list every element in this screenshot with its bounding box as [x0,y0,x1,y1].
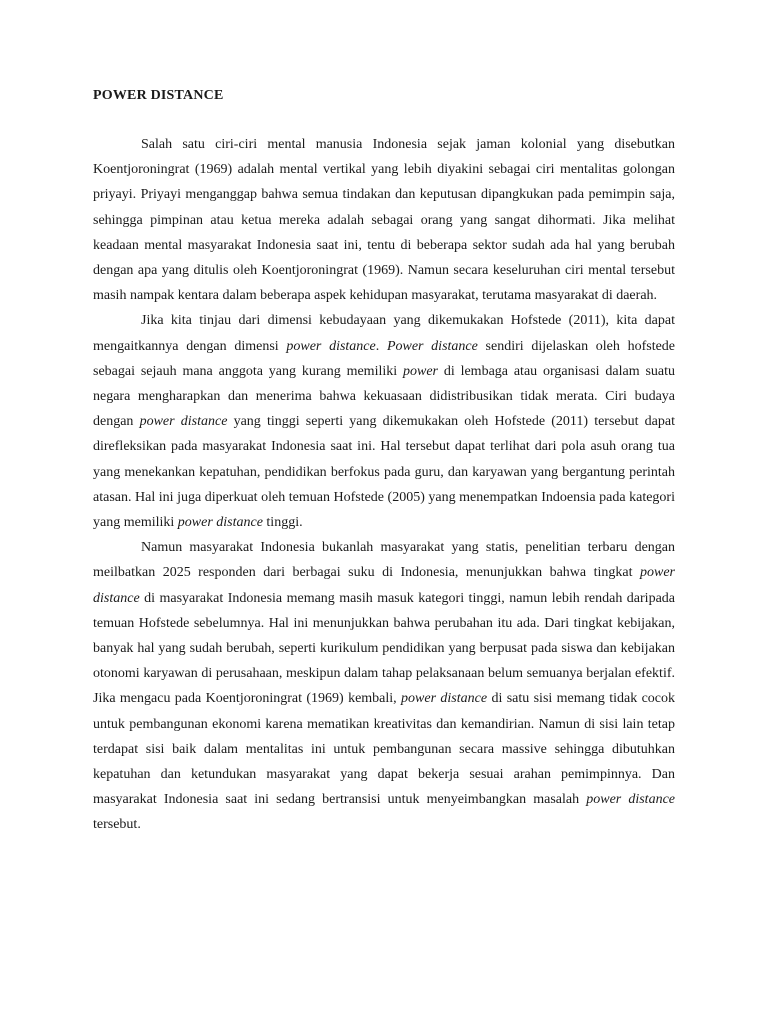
italic-term: Power distance [386,338,478,354]
text-run: di satu sisi memang tidak cocok untuk pembangunan ekonomi karena mematikan kreativitas dan kemandirian. Namun di sisi lain tetap terdapat sisi baik dalam mentalitas ini untuk pembangunan secara massive sehingga dibutuhkan kepatuhan dan ketundukan masyarakat yang dapat bekerja sesuai arahan pemimpinnya. Dan masyarakat Indonesia saat ini sedang bertransisi untuk menyeimbangkan masalah [93,691,676,808]
paragraph-3 [93,535,675,837]
italic-term: power distance [401,691,488,707]
text-run: Salah satu ciri-ciri mental manusia Indonesia sejak jaman kolonial yang disebutkan Koentjoroningrat (1969) adalah mental vertikal yang lebih diyakini sebagai ciri mentalitas golongan priyayi. Priyayi menganggap bahwa semua tindakan dan keputusan dipangkukan pada pemimpin saja, sehingga pimpinan atau ketua mereka adalah sebagai orang yang sangat dihormati. Jika melihat keadaan mental masyarakat Indonesia saat ini, tentu di beberapa sektor sudah ada hal yang berubah dengan apa yang ditulis oleh Koentjoroningrat (1969). Namun secara keseluruhan ciri mental tersebut masih nampak kentara dalam beberapa aspek kehidupan masyarakat, terutama masyarakat di daerah. [93,137,675,304]
text-run: tinggi. [262,515,303,531]
text-run: yang tinggi seperti yang dikemukakan oleh Hofstede (2011) tersebut dapat direfleksikan pada masyarakat Indonesia saat ini. Hal tersebut dapat terlihat dari pola asuh orang tua yang menekankan kepatuhan, pendidikan berfokus pada guru, dan karyawan yang bergantung perintah atasan. Hal ini juga diperkuat oleh temuan Hofstede (2005) yang menempatkan Indoensia pada kategori yang memiliki [93,414,675,531]
document-body [93,132,675,838]
text-run: di masyarakat Indonesia memang masih masuk kategori tinggi, namun lebih rendah daripada temuan Hofstede sebelumnya. Hal ini menunjukkan bahwa perubahan itu ada. Dari tingkat kebijakan, banyak hal yang sudah berubah, seperti kurikulum pendidikan yang berpusat pada siswa dan kebijakan otonomi karyawan di perusahaan, meskipun dalam tahap pelaksanaan belum semuanya berjalan efektif. Jika mengacu pada Koentjoroningrat (1969) kembali, [93,590,675,707]
document-title: POWER DISTANCE [93,88,224,103]
text-run: Namun masyarakat Indonesia bukanlah masyarakat yang statis, penelitian terbaru dengan meilbatkan 2025 responden dari berbagai suku di Indonesia, menunjukkan bahwa tingkat [93,540,675,581]
text-run: tersebut. [93,817,141,833]
italic-term: power distance [139,414,228,430]
italic-term: power distance [177,515,263,531]
italic-term: power [402,363,438,379]
paragraph-1 [93,132,675,308]
italic-term: power distance [286,338,376,354]
paragraph-2 [93,308,675,535]
text-run: di lembaga atau organisasi dalam suatu negara mengharapkan dan menerima bahwa kekuasaan didistribusikan tidak merata. Ciri budaya dengan [93,363,675,430]
italic-term: power distance [93,565,675,606]
italic-term: power distance [586,792,676,808]
text-run: . [375,338,387,354]
text-run: Jika kita tinjau dari dimensi kebudayaan yang dikemukakan Hofstede (2011), kita dapat mengaitkannya dengan dimensi [93,313,675,354]
text-run: sendiri dijelaskan oleh hofstede sebagai sejauh mana anggota yang kurang memiliki [93,338,676,379]
